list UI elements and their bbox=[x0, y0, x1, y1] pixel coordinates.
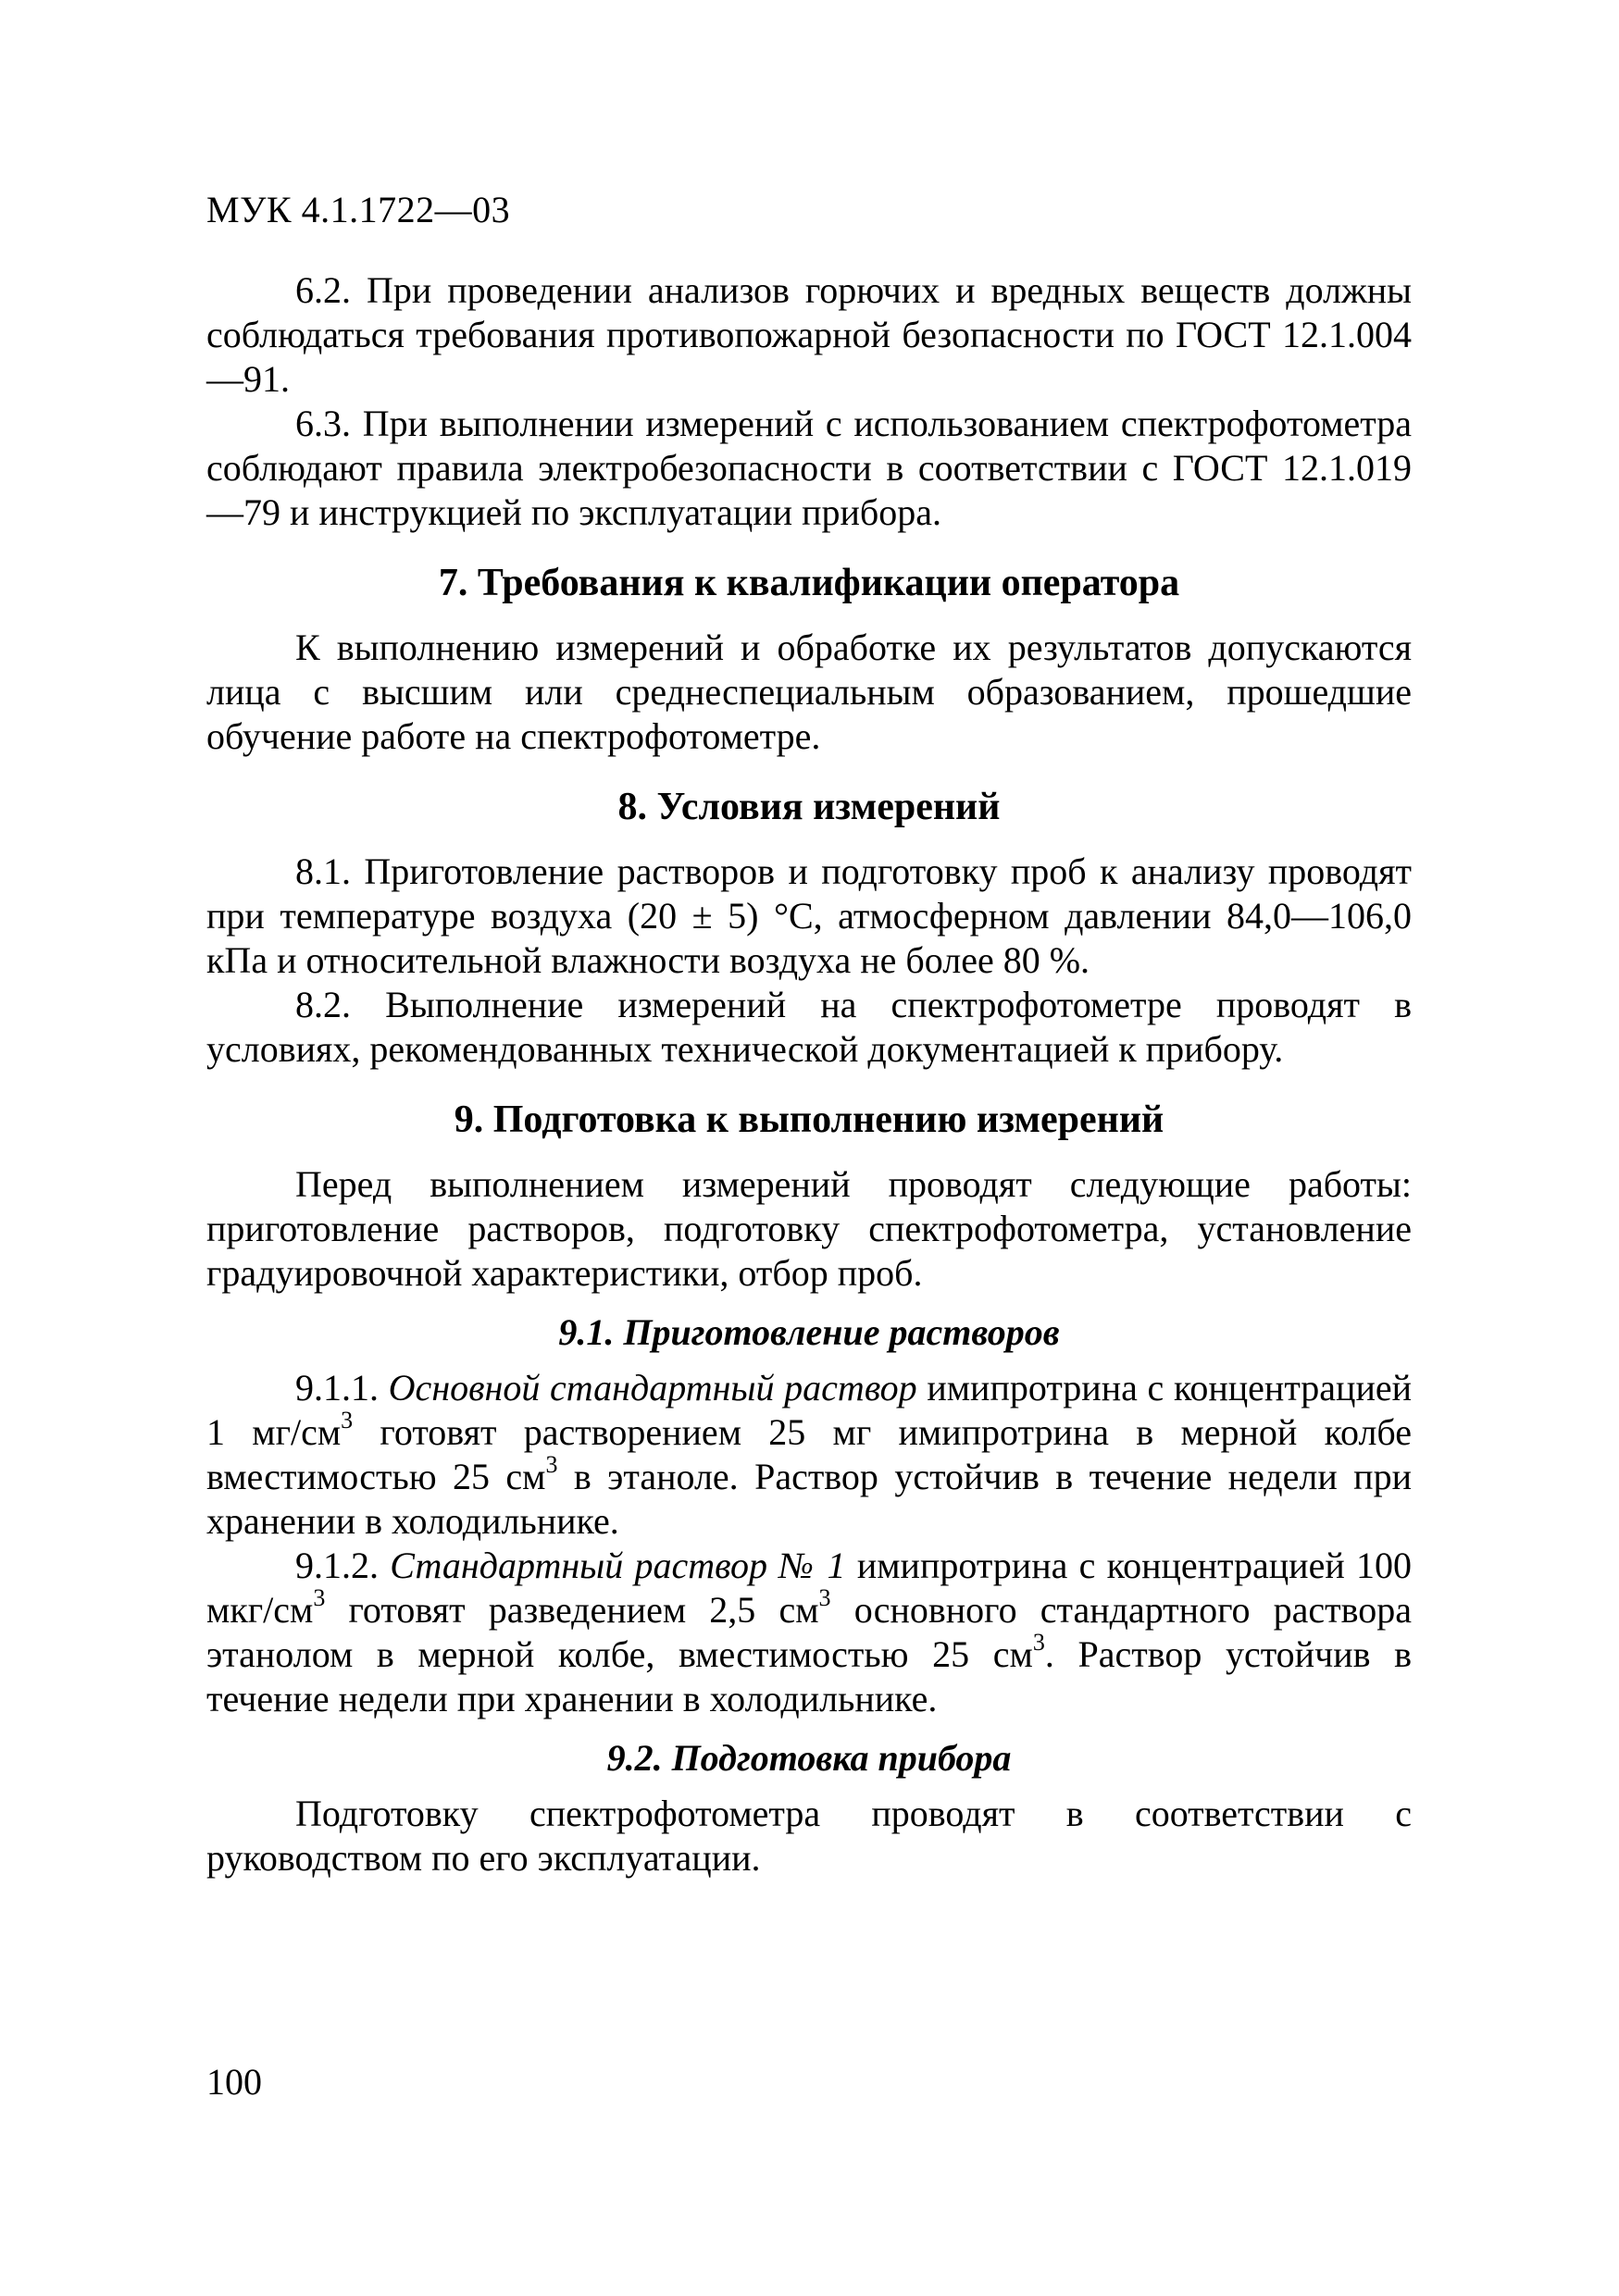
paragraph-7: К выполнению измерений и обработке их результатов допускаются лица с высшим или среднеспециальным образованием, прошедшие обучение работе на спектрофотометре. bbox=[206, 627, 1412, 757]
superscript-3: 3 bbox=[341, 1406, 354, 1433]
paragraph-9-1-2-text-3: основного стандартного раствора этанолом в мерной колбе, вместимостью 25 см bbox=[206, 1589, 1412, 1675]
section-9-heading: 9. Подготовка к выполнению измерений bbox=[454, 1098, 1164, 1141]
document-code-header: МУК 4.1.1722—03 bbox=[206, 189, 511, 230]
subsection-9-2-heading: 9.2. Подготовка прибора bbox=[606, 1737, 1012, 1779]
section-7-heading: 7. Требования к квалификации оператора bbox=[438, 562, 1180, 604]
paragraph-9-1-1-text-2: готовят растворением 25 мг имипротрина в мерной колбе вместимостью 25 см bbox=[206, 1411, 1413, 1497]
paragraph-9-intro: Перед выполнением измерений проводят следующие работы: приготовление растворов, подготовку спектрофотометра, установление градуировочной характеристики, отбор проб. bbox=[206, 1163, 1412, 1294]
paragraph-9-1-2-text-2: готовят разведением 2,5 см bbox=[325, 1589, 819, 1631]
paragraph-9-1-1 bbox=[206, 1366, 1412, 1544]
superscript-3: 3 bbox=[313, 1583, 326, 1611]
superscript-3: 3 bbox=[545, 1450, 558, 1478]
superscript-3: 3 bbox=[818, 1583, 831, 1611]
subsection-9-1-heading: 9.1. Приготовление растворов bbox=[558, 1311, 1060, 1353]
paragraph-9-1-1-text-1: имипротрина с концентрацией 1 мг/см bbox=[206, 1367, 1413, 1453]
paragraph-9-1-2-term: Стандартный раствор № 1 bbox=[390, 1545, 846, 1586]
paragraph-8-2: 8.2. Выполнение измерений на спектрофотометре проводят в условиях, рекомендованных технической документацией к прибору. bbox=[206, 984, 1412, 1070]
paragraph-9-1-2-number: 9.1.2. bbox=[295, 1545, 391, 1586]
paragraph-9-1-1-number: 9.1.1. bbox=[295, 1367, 389, 1409]
superscript-3: 3 bbox=[1032, 1628, 1045, 1656]
section-8-heading: 8. Условия измерений bbox=[617, 786, 1001, 828]
paragraph-9-1-2 bbox=[206, 1544, 1412, 1721]
paragraph-9-1-1-term: Основной стандартный раствор bbox=[388, 1367, 917, 1409]
paragraph-9-1-1-text-3: в этаноле. Раствор устойчив в течение недели при хранении в холодильнике. bbox=[206, 1456, 1412, 1542]
paragraph-8-1: 8.1. Приготовление растворов и подготовку проб к анализу проводят при температуре воздуха (20 ± 5) °С, атмосферном давлении 84,0—106,0 кПа и относительной влажности воздуха не более 80 %. bbox=[206, 850, 1412, 981]
paragraph-9-1-2-text-1: имипротрина с концентрацией 100 мкг/см bbox=[206, 1545, 1413, 1631]
paragraph-6-3: 6.3. При выполнении измерений с использованием спектрофотометра соблюдают правила электробезопасности в соответствии с ГОСТ 12.1.019—79 и инструкцией по эксплуатации прибора. bbox=[206, 403, 1412, 533]
paragraph-6-2: 6.2. При проведении анализов горючих и вредных веществ должны соблюдаться требования противопожарной безопасности по ГОСТ 12.1.004—91. bbox=[206, 269, 1412, 400]
paragraph-9-2: Подготовку спектрофотометра проводят в соответствии с руководством по его эксплуатации. bbox=[206, 1793, 1412, 1879]
page-body bbox=[206, 268, 1412, 1880]
page-number: 100 bbox=[206, 2061, 262, 2103]
paragraph-9-1-2-text-4: . Раствор устойчив в течение недели при хранении в холодильнике. bbox=[206, 1633, 1412, 1719]
